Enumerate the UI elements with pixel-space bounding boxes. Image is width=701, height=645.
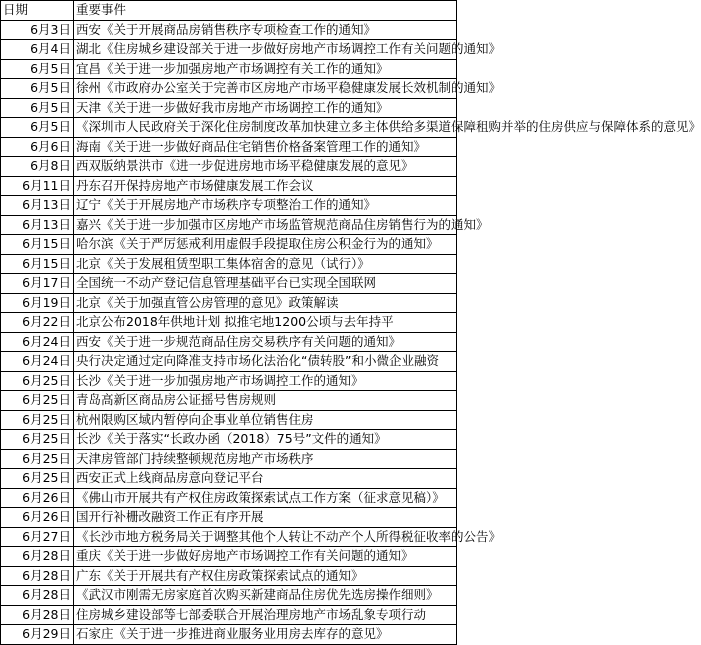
date-cell[interactable]: 6月5日 <box>1 98 74 118</box>
event-cell[interactable]: 青岛高新区商品房公证摇号售房规则 <box>74 391 457 411</box>
table-row <box>1 313 457 333</box>
event-cell[interactable]: 《深圳市人民政府关于深化住房制度改革加快建立多主体供给多渠道保障租购并举的住房供应与保障体系的意见》 <box>74 118 457 138</box>
date-cell[interactable]: 6月8日 <box>1 157 74 177</box>
event-cell[interactable]: 徐州《市政府办公室关于完善市区房地产市场平稳健康发展长效机制的通知》 <box>74 79 457 99</box>
table-row <box>1 59 457 79</box>
date-cell[interactable]: 6月28日 <box>1 605 74 625</box>
table-row <box>1 98 457 118</box>
event-cell[interactable]: 石家庄《关于进一步推进商业服务业用房去库存的意见》 <box>74 625 457 645</box>
table-row <box>1 586 457 606</box>
event-cell[interactable]: 长沙《关于进一步加强房地产市场调控工作的通知》 <box>74 371 457 391</box>
event-cell[interactable]: 丹东召开保持房地产市场健康发展工作会议 <box>74 176 457 196</box>
event-cell[interactable]: 嘉兴《关于进一步加强市区房地产市场监管规范商品住房销售行为的通知》 <box>74 215 457 235</box>
event-cell[interactable]: 《佛山市开展共有产权住房政策探索试点工作方案（征求意见稿）》 <box>74 488 457 508</box>
event-cell[interactable]: 央行决定通过定向降准支持市场化法治化“债转股”和小微企业融资 <box>74 352 457 372</box>
table-row <box>1 235 457 255</box>
table-row <box>1 293 457 313</box>
header-row <box>1 1 457 21</box>
date-cell[interactable]: 6月26日 <box>1 508 74 528</box>
table-row <box>1 566 457 586</box>
date-cell[interactable]: 6月5日 <box>1 79 74 99</box>
event-cell[interactable]: 辽宁《关于开展房地产市场秩序专项整治工作的通知》 <box>74 196 457 216</box>
table-body <box>1 20 701 644</box>
event-cell[interactable]: 广东《关于开展共有产权住房政策探索试点的通知》 <box>74 566 457 586</box>
date-cell[interactable]: 6月25日 <box>1 469 74 489</box>
date-cell[interactable]: 6月25日 <box>1 371 74 391</box>
table-row <box>1 118 457 138</box>
event-cell[interactable]: 西安《关于开展商品房销售秩序专项检查工作的通知》 <box>74 20 457 40</box>
date-cell[interactable]: 6月3日 <box>1 20 74 40</box>
date-cell[interactable]: 6月13日 <box>1 196 74 216</box>
table-row <box>1 215 457 235</box>
event-cell[interactable]: 国开行补栅改融资工作正有序开展 <box>74 508 457 528</box>
date-cell[interactable]: 6月11日 <box>1 176 74 196</box>
event-cell[interactable]: 天津《关于进一步做好我市房地产市场调控工作的通知》 <box>74 98 457 118</box>
date-cell[interactable]: 6月6日 <box>1 137 74 157</box>
date-cell[interactable]: 6月22日 <box>1 313 74 333</box>
event-cell[interactable]: 杭州限购区域内暂停向企事业单位销售住房 <box>74 410 457 430</box>
event-cell[interactable]: 海南《关于进一步做好商品住宅销售价格备案管理工作的通知》 <box>74 137 457 157</box>
table-row <box>1 176 457 196</box>
table-row <box>1 352 457 372</box>
table-row <box>1 332 457 352</box>
header-date-cell[interactable]: 日期 <box>1 1 74 21</box>
date-cell[interactable]: 6月5日 <box>1 59 74 79</box>
table-row <box>1 40 457 60</box>
table-row <box>1 430 457 450</box>
date-cell[interactable]: 6月25日 <box>1 449 74 469</box>
event-cell[interactable]: 西安正式上线商品房意向登记平台 <box>74 469 457 489</box>
event-cell[interactable]: 湖北《住房城乡建设部关于进一步做好房地产市场调控工作有关问题的通知》 <box>74 40 457 60</box>
date-cell[interactable]: 6月17日 <box>1 274 74 294</box>
date-cell[interactable]: 6月29日 <box>1 625 74 645</box>
date-cell[interactable]: 6月28日 <box>1 586 74 606</box>
table-row <box>1 527 457 547</box>
event-cell[interactable]: 长沙《关于落实“长政办函（2018）75号”文件的通知》 <box>74 430 457 450</box>
table-row <box>1 196 457 216</box>
date-cell[interactable]: 6月15日 <box>1 254 74 274</box>
date-cell[interactable]: 6月19日 <box>1 293 74 313</box>
table-row <box>1 157 457 177</box>
event-cell[interactable]: 西双版纳景洪市《进一步促进房地市场平稳健康发展的意见》 <box>74 157 457 177</box>
date-cell[interactable]: 6月25日 <box>1 391 74 411</box>
event-cell[interactable]: 全国统一不动产登记信息管理基础平台已实现全国联网 <box>74 274 457 294</box>
event-cell[interactable]: 宜昌《关于进一步加强房地产市场调控有关工作的通知》 <box>74 59 457 79</box>
event-cell[interactable]: 《长沙市地方税务局关于调整其他个人转让不动产个人所得税征收率的公告》 <box>74 527 457 547</box>
date-cell[interactable]: 6月27日 <box>1 527 74 547</box>
table-row <box>1 391 457 411</box>
event-cell[interactable]: 天津房管部门持续整顿规范房地产市场秩序 <box>74 449 457 469</box>
date-cell[interactable]: 6月5日 <box>1 118 74 138</box>
table-row <box>1 137 457 157</box>
event-cell[interactable]: 住房城乡建设部等七部委联合开展治理房地产市场乱象专项行动 <box>74 605 457 625</box>
table-row <box>1 547 457 567</box>
date-cell[interactable]: 6月28日 <box>1 566 74 586</box>
table-row <box>1 20 457 40</box>
event-cell[interactable]: 哈尔滨《关于严厉惩戒利用虚假手段提取住房公积金行为的通知》 <box>74 235 457 255</box>
date-cell[interactable]: 6月24日 <box>1 352 74 372</box>
table-row <box>1 469 457 489</box>
date-cell[interactable]: 6月25日 <box>1 430 74 450</box>
table-row <box>1 254 457 274</box>
event-cell[interactable]: 西安《关于进一步规范商品住房交易秩序有关问题的通知》 <box>74 332 457 352</box>
event-cell[interactable]: 北京《关于加强直管公房管理的意见》政策解读 <box>74 293 457 313</box>
date-cell[interactable]: 6月28日 <box>1 547 74 567</box>
date-cell[interactable]: 6月24日 <box>1 332 74 352</box>
table-row <box>1 625 457 645</box>
event-cell[interactable]: 北京公布2018年供地计划 拟推宅地1200公顷与去年持平 <box>74 313 457 333</box>
table-row <box>1 449 457 469</box>
date-cell[interactable]: 6月26日 <box>1 488 74 508</box>
event-cell[interactable]: 重庆《关于进一步做好房地产市场调控工作有关问题的通知》 <box>74 547 457 567</box>
event-cell[interactable]: 北京《关于发展租赁型职工集体宿舍的意见（试行）》 <box>74 254 457 274</box>
table-row <box>1 605 457 625</box>
date-cell[interactable]: 6月13日 <box>1 215 74 235</box>
table-row <box>1 410 457 430</box>
event-cell[interactable]: 《武汉市刚需无房家庭首次购买新建商品住房优先选房操作细则》 <box>74 586 457 606</box>
table-row <box>1 508 457 528</box>
table-row <box>1 371 457 391</box>
date-cell[interactable]: 6月25日 <box>1 410 74 430</box>
date-cell[interactable]: 6月4日 <box>1 40 74 60</box>
table-row <box>1 79 457 99</box>
table-row <box>1 488 457 508</box>
table-row <box>1 274 457 294</box>
header-event-cell[interactable]: 重要事件 <box>74 1 457 21</box>
date-cell[interactable]: 6月15日 <box>1 235 74 255</box>
